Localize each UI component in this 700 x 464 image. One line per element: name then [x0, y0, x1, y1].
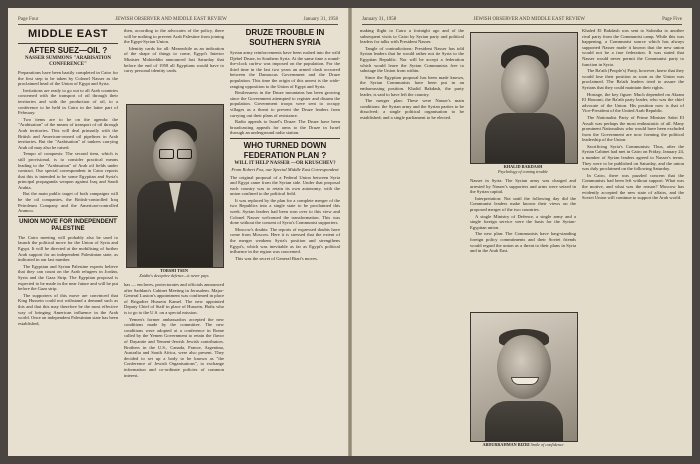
left-publication-name: JEWISH OBSERVER AND MIDDLE EAST REVIEW	[115, 16, 227, 22]
photo-caption-text: Psychology of coming trouble	[498, 169, 548, 174]
article-paragraph: Two items are to be on the agenda: the "Arabisation" of the means of transport of oil through Arab territories. This will deal primarily with the British and American-owned oil pipelines in Arab territories. But the "Arabisation" of tankers carrying Arab oil may also be raised.	[18, 116, 118, 150]
portrait-photo	[126, 104, 224, 268]
article-paragraph: Sacrificing Syria's Communists: Thus, after the Syrian Cabinet had met in Cairo on Friday, January 24, a number of Syrian leaders agreed to Nasser's terms. They were to be published on Saturday, and the union was duly proclaimed on the following Saturday.	[582, 143, 684, 172]
left-column-2-bottom	[124, 282, 224, 450]
article-paragraph: But the main public target of both campaigns will be the oil companies, the British-controlled Iraq Petroleum Company and the American-controlled Aramco.	[18, 191, 118, 214]
article-headline: WHO TURNED DOWN FEDERATION PLAN ?	[243, 140, 327, 160]
left-page-number: Page Four	[18, 16, 39, 22]
right-issue-date: January 31, 1958	[362, 16, 397, 22]
right-column-1	[360, 28, 464, 450]
article-subhead: WILL IT HELP NASSER —OR KRUSCHEV?	[234, 160, 336, 166]
article-paragraph: Yemen's former ambassadors accepted the new conditions made by the committee. The new conditions were adopted at a conference in Rome called by the Yemen Government to retain the flavor of Dayanite and Yemeni-Jewish Jewish contributors. Brothers in the U.S., Canada, France, Argentina, Australia and South Africa, were also present. They decided to set up a body to be known as "the Conference of Jewish Organisations", to exchange information and co-ordinate policies of common interest.	[124, 316, 224, 378]
article-paragraph: The supporters of this move are convinced that King Hussein could not withstand a demand such as this and that this may therefore be the most effective way of bringing American influence in the Arab world. Once an independent Palestinian state has been established,	[18, 292, 118, 326]
article-paragraph: Interpretation: Not until the following day did the Communist leaders make known their views on the proposed merger of the two countries.	[470, 195, 576, 212]
article-paragraph: making flight to Cairo a fortnight ago and of the subsequent visits to Cairo by Syrian party and political leaders for talks with President Nasser.	[360, 28, 464, 45]
article-paragraph: Tempo of conquests: The second item, which is still provisional, is to consider practical means leading to the "Arabisation" of Arab oil fields under contract. Our special correspondent in Cairo reports that this is intended to be some Egyptian and Syria's principal propaganda weapon against Iraq and Saudi Arabia.	[18, 151, 118, 190]
article-byline: From Robert Fox, our Special Middle East Correspondent	[231, 166, 339, 172]
divider	[230, 138, 340, 139]
article-headline: UNION MOVE FOR INDEPENDENT PALESTINE	[19, 218, 117, 232]
left-column-1	[18, 28, 118, 450]
right-column-3	[582, 28, 684, 450]
photo-caption	[126, 268, 222, 278]
article-paragraph: This was the secret of General Bizri's moves.	[235, 255, 318, 261]
left-column-3	[230, 28, 340, 450]
photo-caption	[470, 164, 576, 174]
right-column-2-middle	[470, 178, 576, 306]
article-paragraph: The merger plan: These were Nasser's main conditions: the Syrian army and the Syrian parties to be dissolved; a single political organisation to be established; and a single parliament to be elected.	[360, 98, 464, 120]
photo-caption-name: ABDURRAHMAN BIZRI	[482, 442, 530, 447]
magazine-spread	[8, 8, 692, 456]
article-paragraph: It was replaced by the plan for a complete merger of the two Republics into a single state to be proclaimed this week. Syrian leaders had been won over to this view and Colonel Nasser welcomed the transformation. This was done without the consent of Syria's Communist supporters.	[230, 197, 340, 226]
article-headline: DRUZE TROUBLE IN SOUTHERN SYRIA	[245, 28, 325, 47]
left-running-head	[18, 14, 338, 25]
bizri-portrait-photo	[470, 312, 578, 442]
article-paragraph: Invitations are ready to go out to all Arab countries concerned with the transport of oil through their territories and with the production of oil, to a conference to be held in Cairo in the latter part of February.	[18, 87, 118, 116]
article-paragraph: The new plan: The Communists have long-standing foreign policy commitments and their Soviet friends would regard the union as a threat to their plans in Syria and in the Arab East.	[470, 231, 576, 254]
bakdash-portrait-photo	[470, 32, 578, 164]
article-paragraph: Radio appeals to Israel's Druze: The Druze have been broadcasting appeals for arms to the Druze in Israel through an underground radio station.	[230, 119, 340, 136]
left-column-2-top	[124, 28, 224, 102]
photo-caption-text: Zaidin's deceptive defence—it never pays	[139, 273, 209, 278]
left-issue-date: January 31, 1958	[303, 16, 338, 22]
suit-shape	[485, 113, 565, 163]
article-paragraph: Identity cards for all: Meanwhile as an indication of the shape of things to come, Egypt's Interior Minister Mohieddin announced last Saturday that before the end of 1958 all Egyptians would have to carry personal identity cards.	[124, 45, 224, 74]
article-paragraph: The Cairo meeting will probably also be used to launch the political move for the Union of Syria and Egypt. It will be directed at the mobilising of further Arab support for an independent Palestinian state, as indicated in our last number.	[18, 234, 118, 263]
suit-shape	[485, 401, 563, 441]
article-paragraph: then, according to the advocates of the policy, there will be nothing to prevent Arab Palestine from joining the Egypt-Syrian Union.	[124, 28, 224, 45]
article-paragraph: Khaled El Bakdash was sent to Salonika to another rival party from the Communist camp. While this was happening, a Communist source which has always supported Nasser made it known that the new union would not be a true federation. It was stated that Nasser would never permit the Communist party to function in Syria.	[582, 28, 684, 67]
divider	[18, 216, 118, 217]
face-shape	[497, 335, 551, 399]
article-paragraph: A single Ministry of Defence, a single army and a single foreign service were the basis for the Syrian-Egyptian union.	[470, 213, 576, 230]
right-running-head	[362, 14, 682, 25]
glasses-lens	[159, 149, 174, 159]
right-page-number: Page Five	[662, 16, 682, 22]
article-paragraph: In Cairo, there was puzzled concern that the Communists had been left without support. What was the motive, and what was the reason? Moscow has evidently accepted the new state of affairs, and the Soviet Union will continue to support the Arab world.	[582, 172, 684, 201]
left-page	[8, 8, 348, 456]
section-title: MIDDLE EAST	[27, 28, 109, 40]
right-page	[352, 8, 692, 456]
article-paragraph: The original proposal of a Federal Union between Syria and Egypt came from the Syrian side. Under that proposal each country was to retain its own autonomy, with the union confined to the political field.	[230, 174, 340, 197]
divider	[18, 43, 118, 44]
article-paragraph: Since the Egyptian proposal has been made known, the Syrian Communists have been put in an embarrassing position. Khalid Bakdash, the party leader, is said to have left the country.	[360, 74, 464, 97]
smile-shape	[511, 377, 539, 385]
glasses-lens	[177, 149, 192, 159]
photo-caption	[470, 442, 576, 447]
face-shape	[501, 55, 549, 115]
article-paragraph: Preparations have been hastily completed in Cairo for the first step to be taken by Colonel Nasser as the proclaimed head of the Union of Egypt and Syria.	[18, 70, 118, 87]
article-headline: AFTER SUEZ—OIL ?	[28, 46, 108, 55]
photo-caption-name: TORSHI TSEN	[159, 268, 189, 273]
article-paragraph: Moscow's doubts: The reports of expressed doubts have come from Moscow. Here it is stressed that the extent of the merger weakens Syria's position and strengthens Egypt's, which was inevitable as far as Egypt's political influence in the region was concerned.	[230, 226, 340, 255]
article-paragraph: Hostage, the key figure: Much depended on Akram El Hourani, the Ba'ath party leader, who was the chief advocate of the Union. His position now is that of Vice-President of the United Arab Republic.	[582, 91, 684, 114]
article-paragraph: Tangle of contradictions: President Nasser has told Syrian leaders that he would rather not tie Syria to the Egyptian Republic. Nor will he accept a federation which would leave the Syrian Communists free to sabotage the Union from within.	[360, 45, 464, 74]
photo-caption-text: Smile of confidence	[530, 442, 564, 447]
article-paragraph: Restlessness in the Druze mountains has been growing since the Government attempted to register and disarm the population. Government troops were sent to occupy villages as a threat to prevent the Druze leaders from carrying out their plans of resistance.	[230, 90, 340, 118]
article-paragraph: Syrian army reinforcements have been rushed into the wild Djebel Druze, in Southern Syria. At the same time a round-the-clock curfew was imposed on the population. For the third time in the last two years an armed clash occurred between the Damascus Government and the Druze population. This time the origin of this unrest is the wide-ranging opposition to the Union of Egypt and Syria.	[230, 50, 340, 89]
article-paragraph: The Nationalist Party of Prime Minister Sabri El Assali was perhaps the most enthusiastic of all. Many prominent Nationalists who would have been excluded from the Government are now forming the political leadership of the Union.	[582, 114, 684, 143]
article-paragraph: The Egyptian and Syrian Palestine experts believe that they can count on the Arab refugees in Jordan, Syria and the Gaza Strip. The Egyptian proposal is expected to be made in the near future and will be put before the Gaza strip.	[18, 263, 118, 292]
article-paragraph: has — enclaves, protectorates and officials announced after Saddam's Cabinet Meeting in Jerusalem. Major-General Luxton's appointment was confirmed in place of Brigadier Hussein Kamel. The new appointed Deputy Chief of Staff in place of Hussein, Hafiz who is to go to the U.S. on a special mission.	[124, 282, 224, 315]
photo-caption-name: KHALID BAKDASH	[503, 164, 543, 169]
article-paragraph: The Ba'ath (People's) Party, however, knew that they would lose their position as soon as the Union was proclaimed. The Ba'ath leaders tried to assure the Syrians that they could maintain their rights.	[582, 68, 684, 90]
article-paragraph: Nasser in Syria: The Syrian army was charged and arrested by Nasser's supporters and arms were seized in the Syrian capital.	[470, 178, 576, 195]
right-publication-name: JEWISH OBSERVER AND MIDDLE EAST REVIEW	[473, 16, 586, 22]
article-subhead: NASSER SUMMONS "ARABISATION CONFERENCE"	[24, 56, 112, 67]
